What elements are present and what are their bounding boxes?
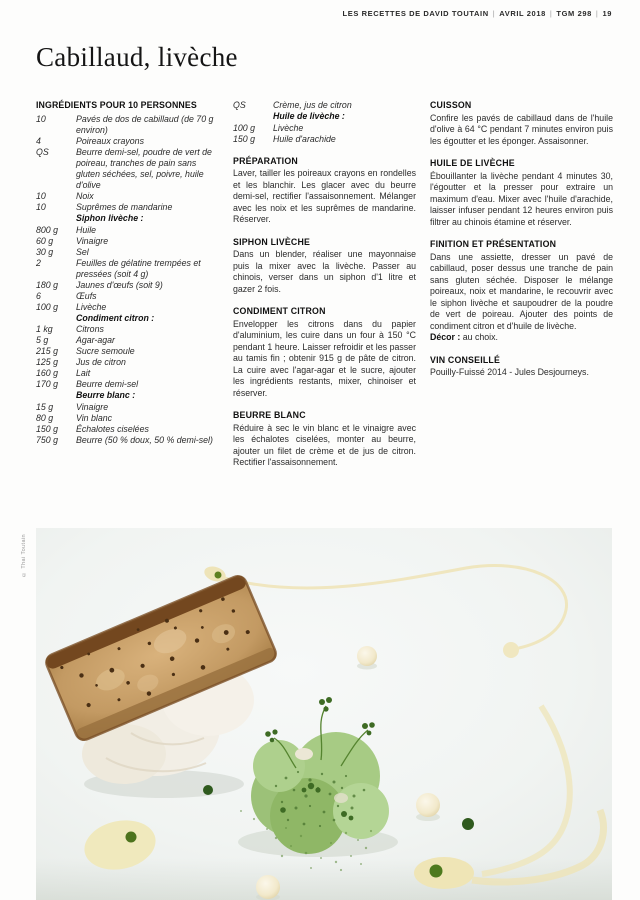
column-right [430, 100, 613, 480]
ingredient-qty: 15 g [36, 401, 54, 412]
sauce-drop [503, 642, 519, 658]
ingredient-qty: 2 [36, 257, 41, 268]
decor-note [430, 332, 613, 344]
ingredient-qty: 6 [36, 290, 41, 301]
ingredient-qty: 215 g [36, 346, 59, 356]
section-body: Dans un blender, réaliser une mayonnaise puis la mixer avec la livèche. Passer au chinois, verser dans un siphon d'1 litre et gazer 2 fois. [233, 249, 416, 294]
ingredient-qty: 170 g [36, 379, 59, 389]
ingredient-row [36, 225, 219, 236]
ingredient-row [36, 191, 219, 202]
ingredient-row [36, 435, 219, 446]
ingredient-row [36, 280, 219, 291]
ingredient-subheading: Siphon livèche : [76, 213, 144, 223]
ingredient-qty: 30 g [36, 246, 54, 257]
ingredient-row [36, 368, 219, 379]
section-body: Réduire à sec le vin blanc et le vinaigre avec les échalotes ciselées, monter au beurre, ajouter un filet de crème et de jus de citron. Rectifier l'assaisonnement. [233, 422, 416, 467]
ingredient-row [36, 413, 219, 424]
ingredient-name: Lait [76, 368, 91, 378]
ingredient-row [233, 134, 416, 145]
ingredient-name: Noix [76, 191, 94, 201]
ingredient-name: Œufs [76, 290, 97, 301]
recipe-section [233, 306, 416, 399]
header-separator: | [492, 9, 496, 18]
ingredients-list-1 [36, 114, 219, 446]
ingredient-qty: 160 g [36, 368, 59, 378]
ingredient-qty: 80 g [36, 412, 54, 423]
ingredient-qty: 1 kg [36, 324, 53, 334]
herb-oil-dot [462, 818, 474, 830]
ingredient-row [233, 100, 416, 111]
section-heading: PRÉPARATION [233, 155, 298, 166]
sections-right [430, 100, 613, 379]
ingredient-name: Crème, jus de citron [273, 100, 352, 110]
ingredient-name: Citrons [76, 324, 104, 334]
recipe-columns [36, 100, 613, 480]
ingredient-qty: 750 g [36, 434, 59, 445]
ingredient-name: Vin blanc [76, 412, 113, 423]
herb-oil-dot [430, 865, 443, 878]
ingredient-name: Vinaigre [76, 401, 109, 412]
section-body: Laver, tailler les poireaux crayons en rondelles et les blanchir. Les glacer avec du beurre demi-sel, rectifier l'assaisonnement. Mélanger avec les noix et les suprêmes de mandarine. Réserver. [233, 168, 416, 224]
ingredient-row [36, 258, 219, 280]
decor-text: au choix. [462, 332, 498, 342]
header-segment: LES RECETTES DE DAVID TOUTAIN [342, 9, 489, 18]
ingredient-subheading: Huile de livèche : [273, 111, 345, 121]
ingredient-row [36, 302, 219, 313]
ingredient-row [36, 402, 219, 413]
ingredient-row [233, 123, 416, 134]
ingredient-name: Agar-agar [76, 335, 115, 345]
ingredient-name: Suprêmes de mandarine [76, 202, 173, 212]
page-header [343, 9, 612, 18]
recipe-section [233, 237, 416, 296]
ingredient-row [36, 247, 219, 258]
ingredient-row [36, 324, 219, 335]
recipe-section [430, 355, 613, 379]
ingredient-qty: 10 [36, 114, 46, 124]
section-body: Envelopper les citrons dans du papier d'aluminium, les cuire dans un four à 150 °C pendant 1 heure. Laisser refroidir et les passer au tamis fin ; obtenir 915 g de pâte de citron. La cuire avec l'agar-agar et le sucre, ajouter les ingrédients restants, mixer, chinoiser et réserver. [233, 318, 416, 398]
ingredient-qty: 10 [36, 191, 46, 201]
ingredient-name: Feuilles de gélatine trempées et pressées (soit 4 g) [76, 257, 201, 279]
ingredient-name: Jus de citron [76, 357, 126, 367]
herb-oil-dot [203, 785, 213, 795]
header-segment: AVRIL 2018 [499, 9, 546, 18]
ingredient-subheading: Condiment citron : [76, 312, 155, 323]
ingredient-name: Beurre (50 % doux, 50 % demi-sel) [76, 434, 213, 445]
section-heading: BEURRE BLANC [233, 410, 306, 420]
ingredient-qty: 150 g [233, 133, 256, 144]
dish-photo-illustration [36, 528, 612, 900]
section-heading: CONDIMENT CITRON [233, 306, 326, 316]
column-ingredients [36, 100, 219, 480]
ingredient-qty: 5 g [36, 335, 49, 345]
ingredient-qty: 60 g [36, 235, 54, 246]
recipe-title: Cabillaud, livèche [36, 42, 238, 72]
section-heading: VIN CONSEILLÉ [430, 354, 501, 365]
recipe-section [430, 100, 613, 147]
sauce-pool [414, 857, 474, 889]
ingredient-name: Sel [76, 246, 89, 257]
ingredient-row [36, 147, 219, 191]
ingredient-qty: 100 g [36, 301, 59, 312]
section-heading: CUISSON [430, 100, 472, 110]
ingredient-qty: 125 g [36, 357, 59, 367]
ingredients-list-2 [233, 100, 416, 145]
dish-photo [36, 528, 612, 900]
ingredient-row [36, 379, 219, 390]
photo-credit: © Thai Toutain [21, 534, 27, 577]
ingredient-row [36, 236, 219, 247]
ingredient-row [36, 346, 219, 357]
ingredient-name: Beurre demi-sel, poudre de vert de poireau, tranches de pain sans gluten séchées, sel, poivre, huile d'olive [76, 147, 212, 190]
herb-oil-dot [215, 572, 222, 579]
header-segment: TGM 298 [556, 9, 592, 18]
ingredient-qty: 180 g [36, 279, 59, 290]
header-segment: 19 [602, 9, 612, 18]
ingredient-subheading: Beurre blanc : [76, 390, 136, 400]
decor-label: Décor : [430, 332, 463, 342]
ingredient-qty: 100 g [233, 122, 256, 133]
section-body: Ébouillanter la livèche pendant 4 minutes 30, l'égoutter et la presser pour extraire un maximum d'eau. Mixer avec l'huile d'arachide, laisser infuser pendant 12 heures environ puis filtrer au chinois étamine et réserver. [430, 170, 613, 227]
recipe-section [430, 158, 613, 228]
ingredient-name: Poireaux crayons [76, 136, 144, 146]
ingredients-heading: INGRÉDIENTS POUR 10 PERSONNES [36, 100, 197, 110]
section-body: Pouilly-Fuissé 2014 - Jules Desjourneys. [430, 367, 589, 377]
ingredient-row [36, 136, 219, 147]
ingredient-name: Livèche [273, 122, 304, 133]
ingredient-row [36, 114, 219, 136]
ingredient-name: Jaunes d'œufs (soit 9) [76, 279, 163, 290]
ingredient-row [36, 202, 219, 213]
recipe-section [233, 410, 416, 469]
ingredient-row [36, 291, 219, 302]
recipe-section [233, 156, 416, 226]
ingredient-qty: 800 g [36, 224, 59, 235]
ingredient-qty: 10 [36, 202, 46, 212]
ingredient-name: Beurre demi-sel [76, 379, 139, 389]
header-separator: | [549, 9, 553, 18]
ingredient-qty: QS [233, 100, 246, 110]
column-middle [233, 100, 416, 480]
ingredient-name: Vinaigre [76, 235, 109, 246]
section-heading: SIPHON LIVÈCHE [233, 236, 311, 247]
ingredient-name: Huile [76, 224, 97, 235]
ingredient-qty: 4 [36, 136, 41, 146]
header-separator: | [595, 9, 599, 18]
ingredient-name: Livèche [76, 301, 107, 312]
sections-middle [233, 156, 416, 469]
section-body: Confire les pavés de cabillaud dans de l'huile d'olive à 64 °C pendant 7 minutes environ puis les égoutter et les éponger. Assaisonner. [430, 112, 613, 146]
ingredient-name: Sucre semoule [76, 346, 135, 356]
section-heading: FINITION ET PRÉSENTATION [430, 239, 557, 249]
ingredient-row [36, 424, 219, 435]
ingredient-qty: QS [36, 147, 49, 157]
section-body: Dans une assiette, dresser un pavé de cabillaud, poser dessus une tranche de pain sans gluten séchée. Disposer le mélange poireaux, noix et mandarine, le recouvrir avec le siphon livèche et saupoudrer de la poudre de vert de poireau. Ajouter des points de condiment citron et d'huile de livèche. [430, 251, 613, 331]
ingredient-row [36, 357, 219, 368]
ingredient-name: Pavés de dos de cabillaud (de 70 g environ) [76, 114, 214, 135]
section-heading: HUILE DE LIVÈCHE [430, 158, 515, 168]
recipe-section [430, 239, 613, 344]
ingredient-qty: 150 g [36, 423, 59, 434]
ingredient-name: Huile d'arachide [273, 133, 336, 144]
ingredient-name: Échalotes ciselées [76, 423, 149, 434]
herb-oil-dot [126, 832, 137, 843]
ingredient-row [36, 335, 219, 346]
